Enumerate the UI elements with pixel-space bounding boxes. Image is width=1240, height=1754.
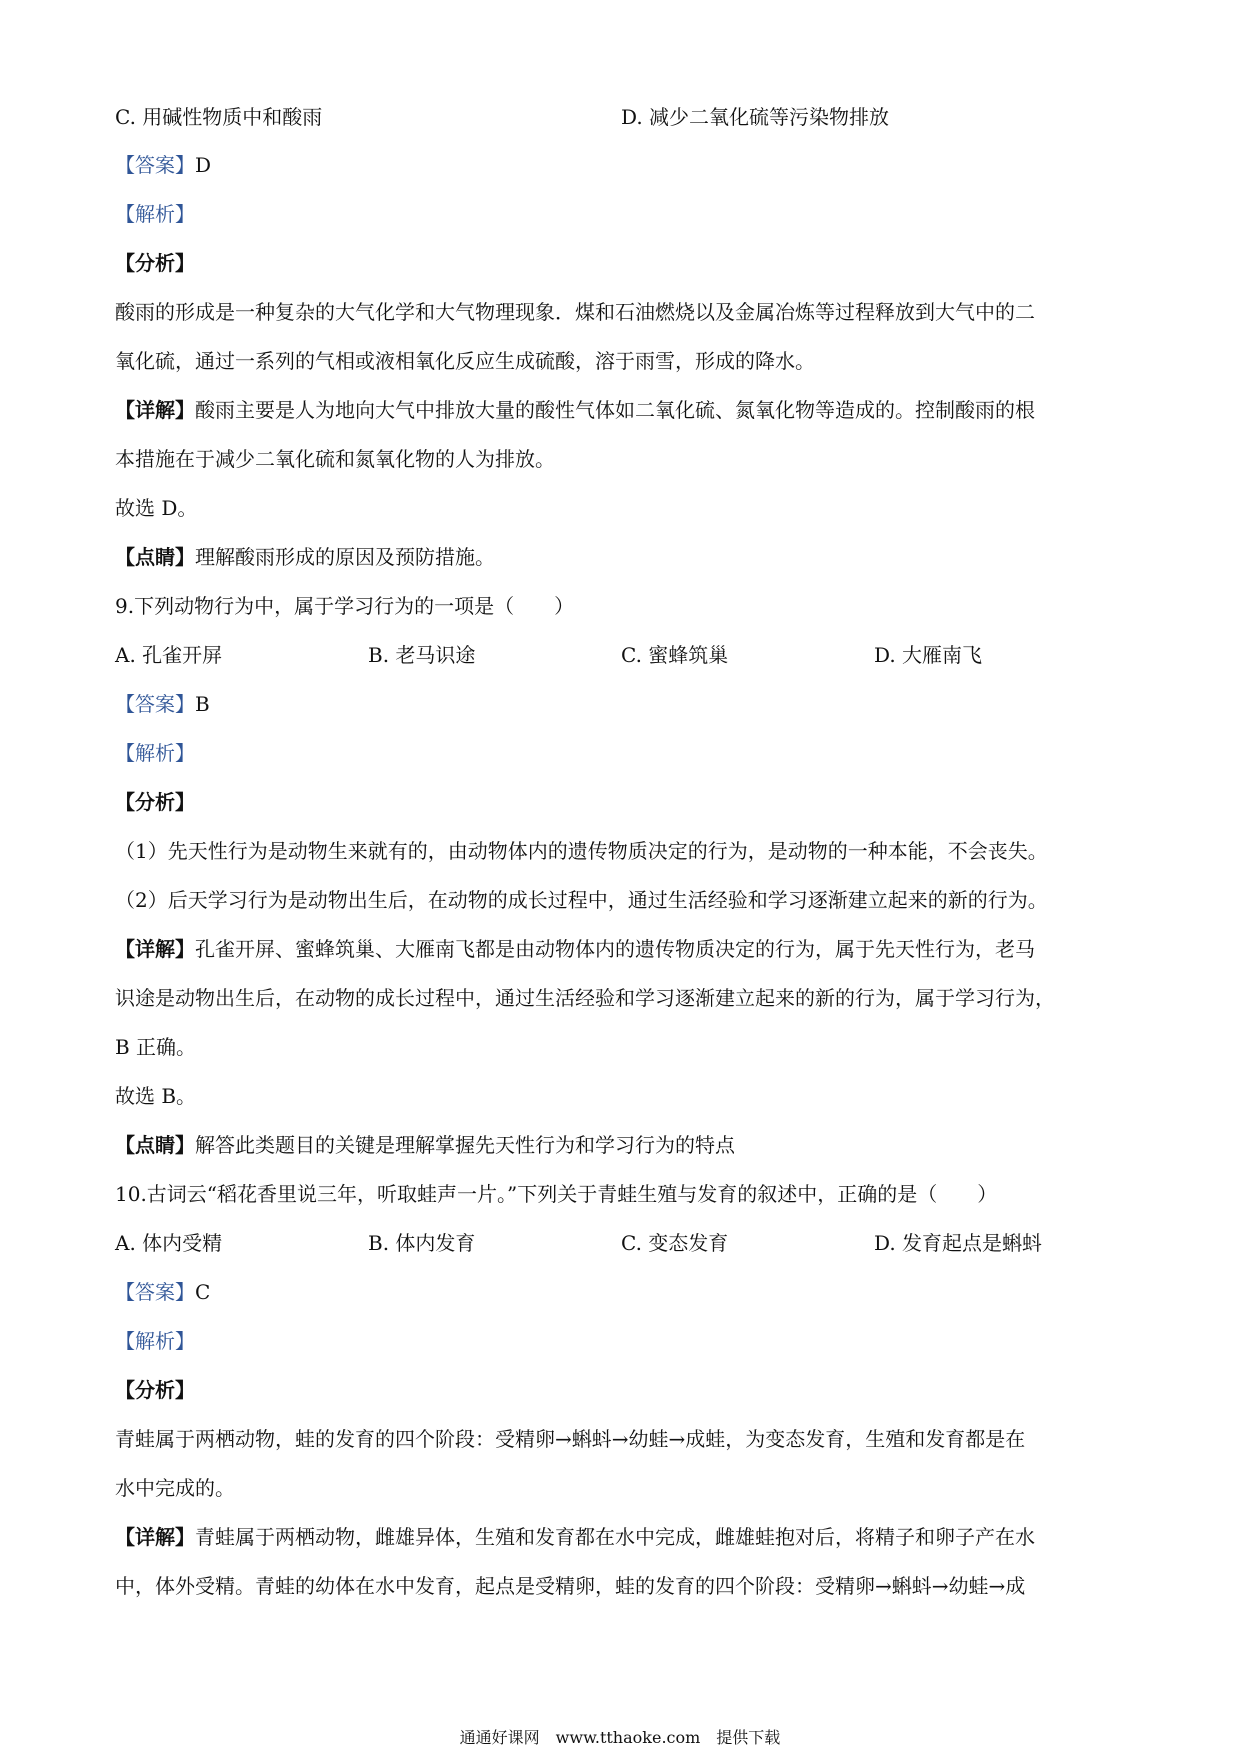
q9-answer bbox=[115, 689, 1130, 719]
q9-conclusion: 故选 B。 bbox=[115, 1084, 197, 1108]
q10-jiexi-tag: 【解析】 bbox=[115, 1329, 195, 1353]
xiangjie-tag: 【详解】 bbox=[115, 398, 195, 422]
q8-fenxi-line1: 酸雨的形成是一种复杂的大气化学和大气物理现象．煤和石油燃烧以及金属冶炼等过程释放到大气中的二 bbox=[115, 300, 1035, 324]
answer-tag: 【答案】 bbox=[115, 692, 195, 716]
q10-stem: 10.古词云“稻花香里说三年，听取蛙声一片。”下列关于青蛙生殖与发育的叙述中，正确的是（ ） bbox=[115, 1182, 998, 1206]
q8-option-d: D. 减少二氧化硫等污染物排放 bbox=[621, 105, 890, 129]
answer-value: C bbox=[195, 1280, 211, 1304]
q10-option-d: D. 发育起点是蝌蚪 bbox=[874, 1231, 1043, 1255]
q8-fenxi-tag: 【分析】 bbox=[115, 251, 195, 275]
q8-option-c: C. 用碱性物质中和酸雨 bbox=[115, 105, 323, 129]
answer-value: D bbox=[195, 153, 212, 177]
q9-option-b: B. 老马识途 bbox=[368, 643, 476, 667]
dianjing-tag: 【点睛】 bbox=[115, 1133, 195, 1157]
q8-jiexi-tag: 【解析】 bbox=[115, 202, 195, 226]
q9-xiangjie-line3: B 正确。 bbox=[115, 1035, 197, 1059]
q9-fenxi-tag: 【分析】 bbox=[115, 790, 195, 814]
q8-dianjing bbox=[115, 542, 1130, 572]
dianjing-text: 理解酸雨形成的原因及预防措施。 bbox=[195, 545, 495, 569]
q9-option-a: A. 孔雀开屏 bbox=[115, 643, 223, 667]
dianjing-tag: 【点睛】 bbox=[115, 545, 195, 569]
q9-xiangjie-line2: 识途是动物出生后，在动物的成长过程中，通过生活经验和学习逐渐建立起来的新的行为，属于学习行为， bbox=[115, 986, 1055, 1010]
q9-dianjing bbox=[115, 1130, 1130, 1160]
q9-fenxi-line2: （2）后天学习行为是动物出生后，在动物的成长过程中，通过生活经验和学习逐渐建立起来的新的行为。 bbox=[115, 888, 1048, 912]
q9-jiexi-tag: 【解析】 bbox=[115, 741, 195, 765]
q8-fenxi-line2: 氧化硫，通过一系列的气相或液相氧化反应生成硫酸，溶于雨雪，形成的降水。 bbox=[115, 349, 815, 373]
q9-option-c: C. 蜜蜂筑巢 bbox=[621, 643, 729, 667]
q10-option-a: A. 体内受精 bbox=[115, 1231, 223, 1255]
page-footer: 通通好课网 www.tthaoke.com 提供下载 bbox=[459, 1728, 781, 1747]
xiangjie-tag: 【详解】 bbox=[115, 937, 195, 961]
q8-answer bbox=[115, 150, 1130, 180]
q10-answer bbox=[115, 1277, 1130, 1307]
answer-value: B bbox=[195, 692, 210, 716]
q9-xiangjie-line1 bbox=[115, 934, 1130, 964]
xiangjie-tag: 【详解】 bbox=[115, 1525, 195, 1549]
q9-option-d: D. 大雁南飞 bbox=[874, 643, 983, 667]
q10-xiangjie-line1 bbox=[115, 1522, 1130, 1552]
answer-tag: 【答案】 bbox=[115, 1280, 195, 1304]
q10-fenxi-line1: 青蛙属于两栖动物，蛙的发育的四个阶段：受精卵→蝌蚪→幼蛙→成蛙，为变态发育，生殖和发育都是在 bbox=[115, 1427, 1026, 1451]
q10-xiangjie-line2: 中，体外受精。青蛙的幼体在水中发育，起点是受精卵，蛙的发育的四个阶段：受精卵→蝌蚪→幼蛙→成 bbox=[115, 1574, 1026, 1598]
q8-xiangjie-line2: 本措施在于减少二氧化硫和氮氧化物的人为排放。 bbox=[115, 447, 555, 471]
q10-fenxi-line2: 水中完成的。 bbox=[115, 1476, 235, 1500]
xiangjie-text: 青蛙属于两栖动物，雌雄异体，生殖和发育都在水中完成，雌雄蛙抱对后，将精子和卵子产在水 bbox=[195, 1525, 1035, 1549]
q8-xiangjie-line1 bbox=[115, 395, 1130, 425]
q9-stem: 9.下列动物行为中，属于学习行为的一项是（ ） bbox=[115, 594, 575, 618]
q10-fenxi-tag: 【分析】 bbox=[115, 1378, 195, 1402]
answer-tag: 【答案】 bbox=[115, 153, 195, 177]
q9-fenxi-line1: （1）先天性行为是动物生来就有的，由动物体内的遗传物质决定的行为，是动物的一种本能，不会丧失。 bbox=[115, 839, 1048, 863]
q10-option-c: C. 变态发育 bbox=[621, 1231, 729, 1255]
dianjing-text: 解答此类题目的关键是理解掌握先天性行为和学习行为的特点 bbox=[195, 1133, 735, 1157]
xiangjie-text: 酸雨主要是人为地向大气中排放大量的酸性气体如二氧化硫、氮氧化物等造成的。控制酸雨的根 bbox=[195, 398, 1035, 422]
q10-option-b: B. 体内发育 bbox=[368, 1231, 476, 1255]
xiangjie-text: 孔雀开屏、蜜蜂筑巢、大雁南飞都是由动物体内的遗传物质决定的行为，属于先天性行为，老马 bbox=[195, 937, 1035, 961]
q8-conclusion: 故选 D。 bbox=[115, 496, 198, 520]
